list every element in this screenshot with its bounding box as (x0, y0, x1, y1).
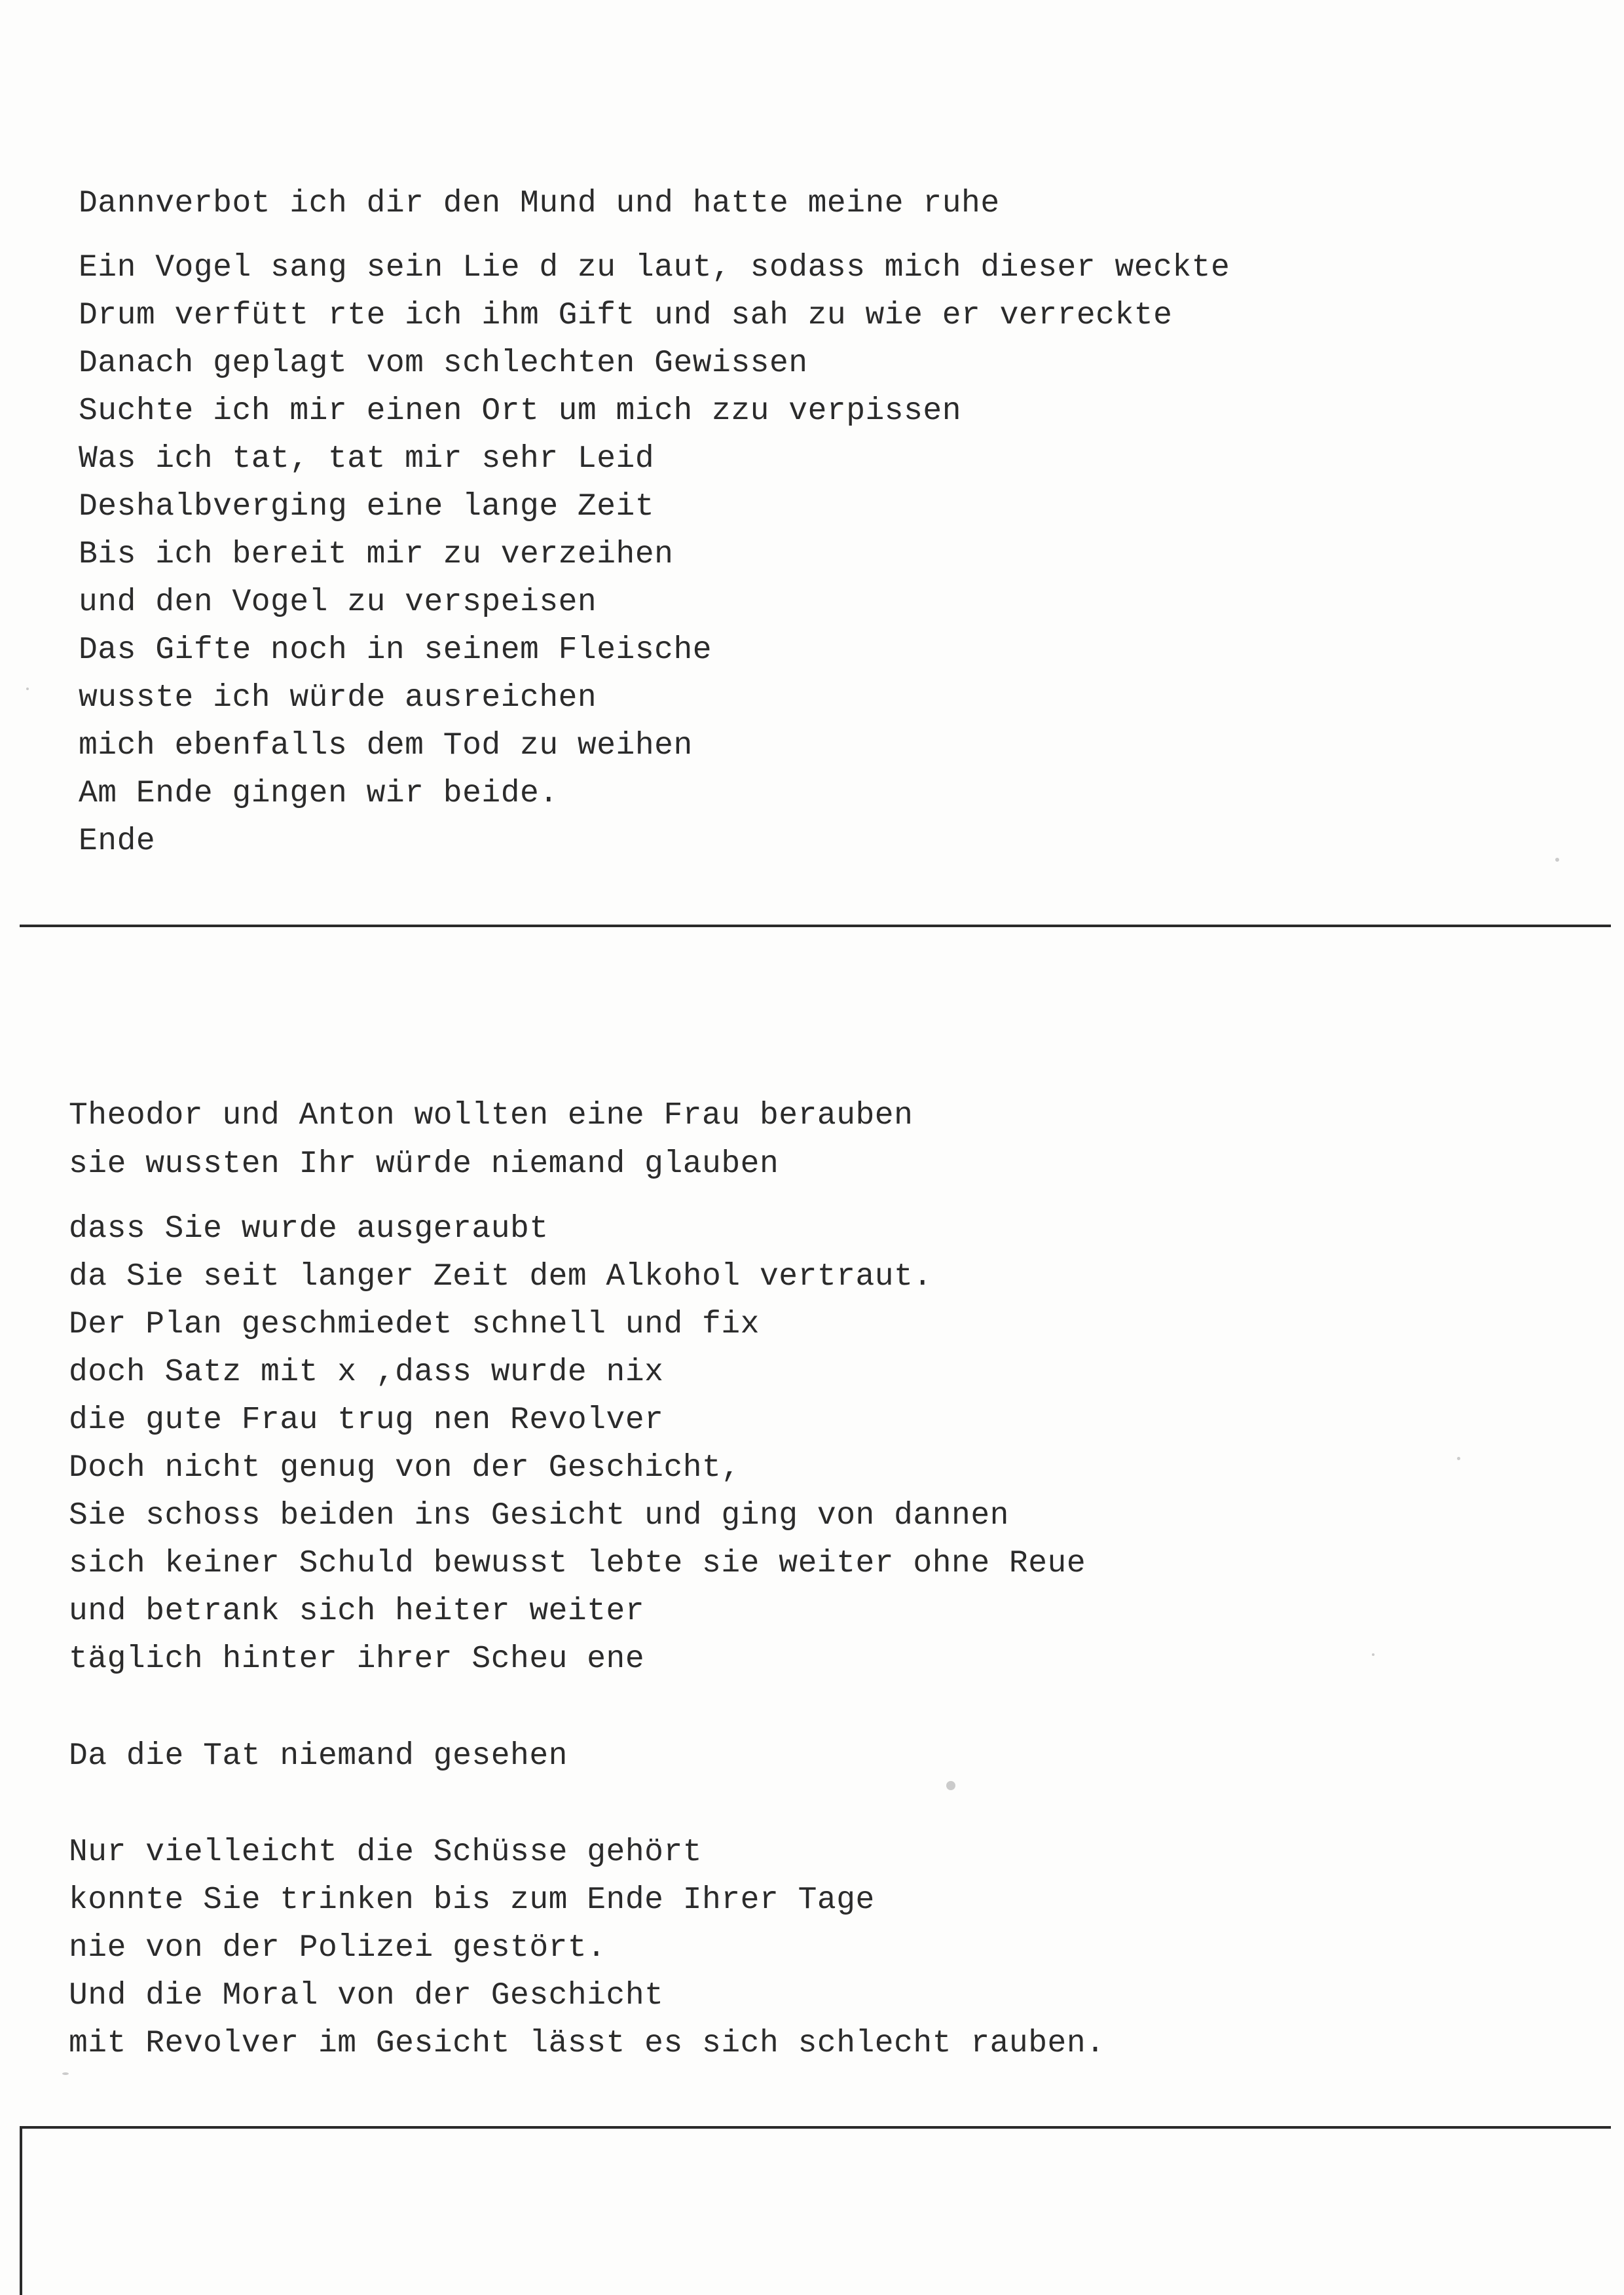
box-left-border (20, 2126, 22, 2295)
poem2-line: mit Revolver im Gesicht lässt es sich schlecht rauben. (69, 2026, 1105, 2061)
poem2-line: sie wussten Ihr würde niemand glauben (69, 1147, 779, 1182)
poem2-line: Der Plan geschmiedet schnell und fix (69, 1307, 760, 1342)
poem1-opening-line: Dannverbot ich dir den Mund und hatte meine ruhe (79, 186, 1000, 221)
poem1-line: und den Vogel zu verspeisen (79, 585, 597, 620)
poem1-line: Am Ende gingen wir beide. (79, 776, 559, 811)
poem2-line: da Sie seit langer Zeit dem Alkohol vertraut. (69, 1259, 932, 1294)
poem2-line: die gute Frau trug nen Revolver (69, 1403, 664, 1438)
scan-speck (1457, 1457, 1460, 1460)
poem2-line: Sie schoss beiden ins Gesicht und ging von dannen (69, 1498, 1009, 1533)
poem2-line: nie von der Polizei gestört. (69, 1930, 606, 1966)
poem1-line: Was ich tat, tat mir sehr Leid (79, 441, 655, 477)
section-divider (20, 925, 1611, 927)
poem2-line: Und die Moral von der Geschicht (69, 1978, 664, 2013)
poem2-line: Doch nicht genug von der Geschicht, (69, 1450, 741, 1486)
poem1-line: Deshalbverging eine lange Zeit (79, 489, 655, 524)
poem2-line: Theodor und Anton wollten eine Frau berauben (69, 1098, 913, 1133)
scan-speck (1555, 858, 1559, 862)
poem2-line: und betrank sich heiter weiter (69, 1594, 645, 1629)
scan-speck (62, 2072, 69, 2075)
poem2-line: täglich hinter ihrer Scheu ene (69, 1642, 645, 1677)
poem2-line: Da die Tat niemand gesehen (69, 1738, 568, 1774)
poem2-line: konnte Sie trinken bis zum Ende Ihrer Tage (69, 1882, 875, 1918)
poem1-line: Suchte ich mir einen Ort um mich zzu verpissen (79, 394, 962, 429)
poem1-line: Drum verfütt rte ich ihm Gift und sah zu wie er verreckte (79, 298, 1173, 333)
poem2-line: Nur vielleicht die Schüsse gehört (69, 1835, 703, 1870)
scan-speck (26, 688, 29, 690)
scan-speck (946, 1781, 955, 1790)
section-divider (20, 2126, 1611, 2129)
poem2-line: sich keiner Schuld bewusst lebte sie weiter ohne Reue (69, 1546, 1086, 1581)
poem1-line: wusste ich würde ausreichen (79, 680, 597, 716)
poem1-line: Das Gifte noch in seinem Fleische (79, 633, 712, 668)
poem1-line: Bis ich bereit mir zu verzeihen (79, 537, 674, 572)
poem1-line: Ende (79, 824, 156, 859)
scan-speck (1372, 1653, 1375, 1656)
poem1-line: Danach geplagt vom schlechten Gewissen (79, 346, 808, 381)
poem1-line: mich ebenfalls dem Tod zu weihen (79, 728, 693, 763)
poem2-line: dass Sie wurde ausgeraubt (69, 1211, 549, 1247)
poem2-line: doch Satz mit x ,dass wurde nix (69, 1355, 664, 1390)
poem1-line: Ein Vogel sang sein Lie d zu laut, sodass mich dieser weckte (79, 250, 1230, 285)
